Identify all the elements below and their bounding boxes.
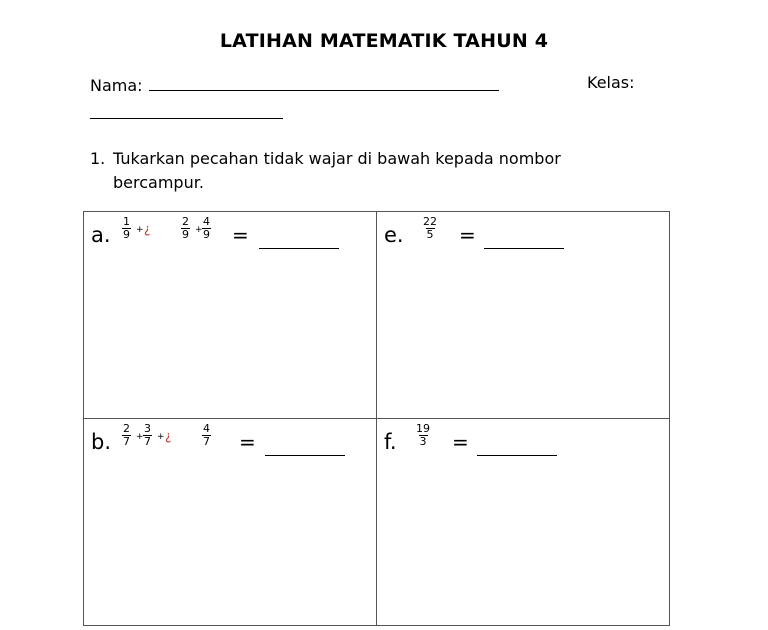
numerator: 4 xyxy=(203,422,210,435)
question-number: 1. xyxy=(90,149,106,168)
item-label-b: b. xyxy=(91,430,112,454)
cell-e xyxy=(377,212,670,419)
fraction xyxy=(202,423,211,448)
glitch-char: ¿ xyxy=(144,222,151,236)
fraction xyxy=(181,216,190,241)
fraction xyxy=(422,216,438,241)
worksheet-title: LATIHAN MATEMATIK TAHUN 4 xyxy=(219,30,549,52)
fraction xyxy=(415,423,431,448)
answer-blank-e[interactable] xyxy=(484,247,564,249)
numerator: 2 xyxy=(182,215,189,228)
denominator: 7 xyxy=(144,435,151,448)
plus-sign: + xyxy=(195,225,203,235)
numerator: 22 xyxy=(423,215,437,228)
glitch-char: ¿ xyxy=(165,429,172,443)
denominator: 5 xyxy=(426,228,434,241)
table-row xyxy=(84,419,670,626)
item-label-e: e. xyxy=(384,223,404,247)
equals-sign: = xyxy=(232,223,249,247)
equals-sign: = xyxy=(459,223,476,247)
plus-sign: + xyxy=(136,225,144,235)
answer-blank-a[interactable] xyxy=(259,247,339,249)
fraction xyxy=(122,423,131,448)
cell-a xyxy=(84,212,377,419)
equals-sign: = xyxy=(239,430,256,454)
question-text: Tukarkan pecahan tidak wajar di bawah kepada nombor bercampur. xyxy=(113,149,561,192)
item-label-f: f. xyxy=(384,430,397,454)
nama-label: Nama: xyxy=(90,76,143,95)
numerator: 19 xyxy=(416,422,430,435)
denominator: 9 xyxy=(203,228,210,241)
nama-row xyxy=(90,73,499,95)
question-1 xyxy=(90,147,650,195)
fraction xyxy=(202,216,211,241)
plus-sign: + xyxy=(136,432,144,442)
fraction xyxy=(122,216,131,241)
exercise-table xyxy=(83,211,670,626)
table-row xyxy=(84,212,670,419)
numerator: 4 xyxy=(203,215,210,228)
denominator: 7 xyxy=(203,435,210,448)
answer-blank-b[interactable] xyxy=(265,454,345,456)
plus-sign: + xyxy=(157,432,165,442)
numerator: 3 xyxy=(144,422,151,435)
denominator: 9 xyxy=(182,228,189,241)
kelas-blank[interactable] xyxy=(90,101,283,119)
equals-sign: = xyxy=(452,430,469,454)
numerator: 1 xyxy=(123,215,130,228)
cell-b xyxy=(84,419,377,626)
cell-f xyxy=(377,419,670,626)
kelas-label: Kelas: xyxy=(587,73,635,92)
fraction xyxy=(143,423,152,448)
numerator: 2 xyxy=(123,422,130,435)
answer-blank-f[interactable] xyxy=(477,454,557,456)
item-label-a: a. xyxy=(91,223,111,247)
nama-blank[interactable] xyxy=(149,73,499,91)
denominator: 3 xyxy=(419,435,427,448)
denominator: 9 xyxy=(123,228,130,241)
denominator: 7 xyxy=(123,435,130,448)
